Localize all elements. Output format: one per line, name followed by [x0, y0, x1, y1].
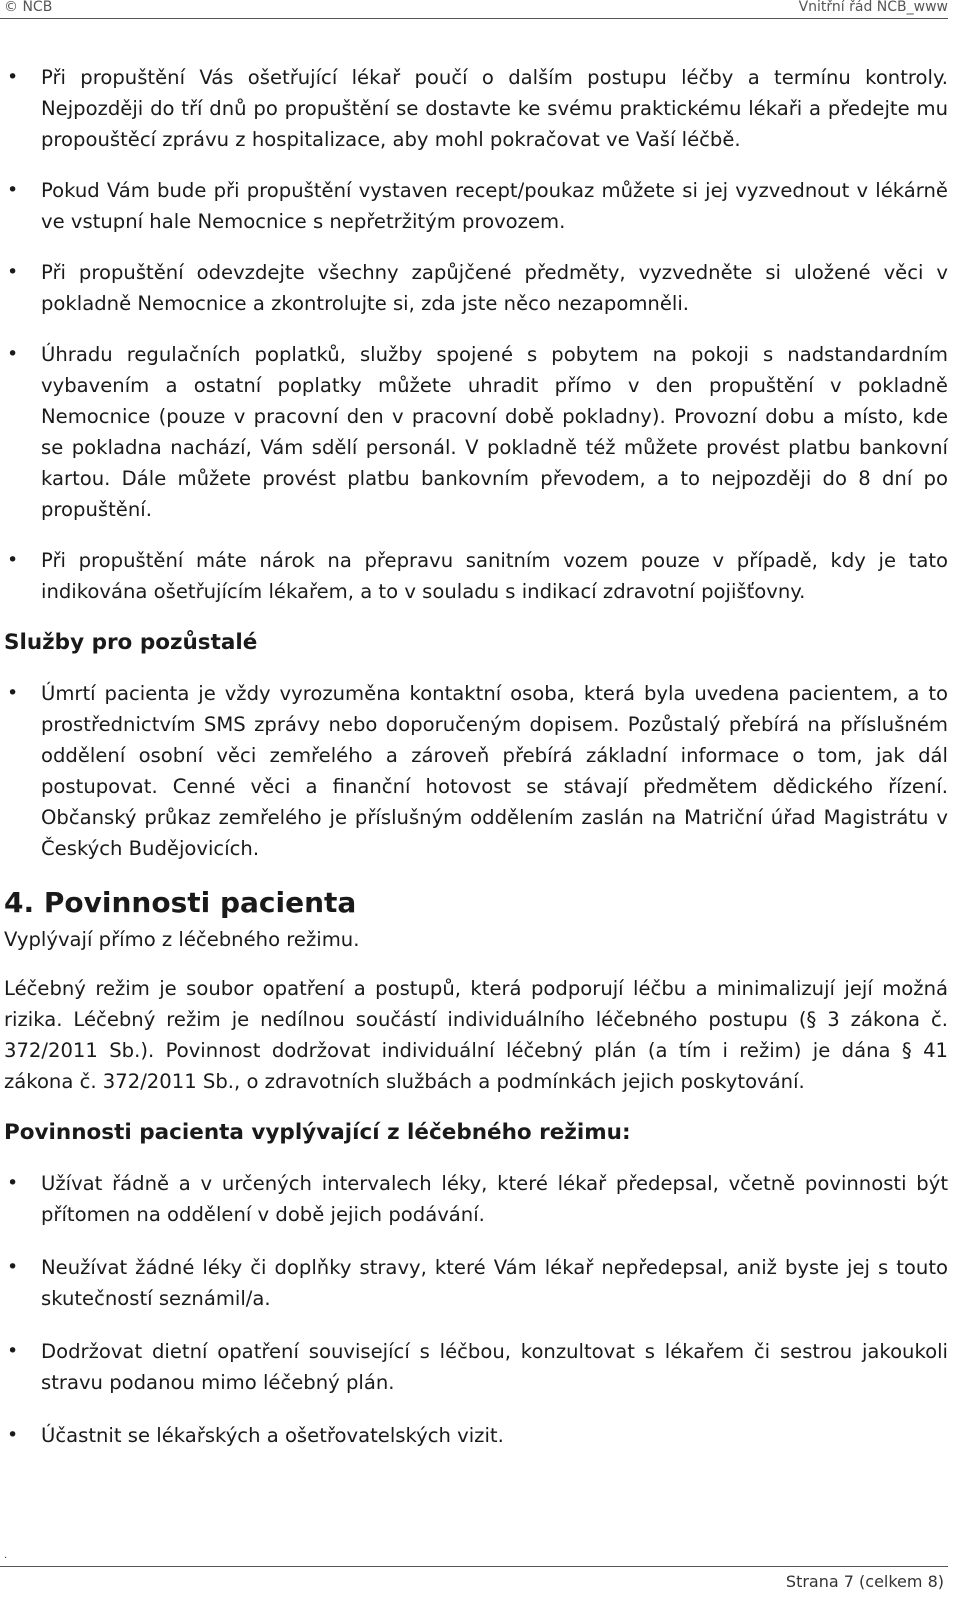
bullet-icon: •: [7, 179, 19, 201]
bullet-icon: •: [7, 1424, 19, 1446]
section-heading-duties: Povinnosti pacienta vyplývající z léčebného režimu:: [4, 1120, 631, 1145]
page-number: Strana 7 (celkem 8): [785, 1572, 944, 1591]
list-item: • Pokud Vám bude při propuštění vystaven recept/poukaz můžete si jej vyzvednout v lékárně ve vstupní hale Nemocnice s nepřetržitým provozem.: [4, 175, 948, 237]
bullet-icon: •: [7, 1172, 19, 1194]
list-item: • Úmrtí pacienta je vždy vyrozuměna kontaktní osoba, která byla uvedena pacientem, a to prostřednictvím SMS zprávy nebo doporučeným dopisem. Pozůstalý přebírá na příslušném oddělení osobní věci zemřelého a zároveň přebírá základní informace o tom, jak dál postupovat. Cenné věci a finanční hotovost se stávají předmětem dědického řízení. Občanský průkaz zemřelého je příslušným oddělením zaslán na Matriční úřad Magistrátu v Českých Budějovicích.: [4, 678, 948, 864]
list-item: • Při propuštění Vás ošetřující lékař poučí o dalším postupu léčby a termínu kontroly. Nejpozději do tří dnů po propuštění se dostavte ke svému praktickému lékaři a předejte mu propouštěcí zprávu z hospitalizace, aby mohl pokračovat ve Vaší léčbě.: [4, 62, 948, 155]
header-copyright: © NCB: [4, 0, 53, 15]
list-item: • Užívat řádně a v určených intervalech léky, které lékař předepsal, včetně povinnosti být přítomen na oddělení v době jejich podávání.: [4, 1168, 948, 1230]
footer-divider: [0, 1566, 948, 1567]
footer-mark: .: [4, 1550, 8, 1561]
list-item: • Účastnit se lékařských a ošetřovatelských vizit.: [4, 1420, 948, 1451]
bullet-icon: •: [7, 682, 19, 704]
list-item: • Dodržovat dietní opatření související s léčbou, konzultovat s lékařem či sestrou jakoukoli stravu podanou mimo léčebný plán.: [4, 1336, 948, 1398]
bullet-icon: •: [7, 66, 19, 88]
discharge-list: [4, 62, 948, 607]
bullet-icon: •: [7, 343, 19, 365]
bullet-icon: •: [7, 549, 19, 571]
list-item: • Neužívat žádné léky či doplňky stravy, které Vám lékař nepředepsal, aniž byste jej s touto skutečností seznámil/a.: [4, 1252, 948, 1314]
regime-paragraph: Léčebný režim je soubor opatření a postupů, která podporují léčbu a minimalizují její možná rizika. Léčebný režim je nedílnou součástí individuálního léčebného postupu (§ 3 zákona č. 372/2011 Sb.). Povinnost dodržovat individuální léčebný plán (a tím i režim) je dána § 41 zákona č. 372/2011 Sb., o zdravotních službách a podmínkách jejich poskytování.: [4, 977, 948, 1093]
list-item: • Při propuštění odevzdejte všechny zapůjčené předměty, vyzvedněte si uložené věci v pokladně Nemocnice a zkontrolujte si, zda jste něco nezapomněli.: [4, 257, 948, 319]
bullet-icon: •: [7, 261, 19, 283]
survivors-list: [4, 678, 948, 864]
duties-list: [4, 1168, 948, 1451]
section-heading-survivors: Služby pro pozůstalé: [4, 630, 258, 655]
chapter-heading: 4. Povinnosti pacienta: [4, 886, 357, 919]
header-document-title: Vnitřní řád NCB_www: [798, 0, 948, 15]
bullet-icon: •: [7, 1256, 19, 1278]
page-content: [4, 62, 948, 1473]
list-item: • Při propuštění máte nárok na přepravu sanitním vozem pouze v případě, kdy je tato indikována ošetřujícím lékařem, a to v souladu s indikací zdravotní pojišťovny.: [4, 545, 948, 607]
chapter-intro: Vyplývají přímo z léčebného režimu.: [4, 928, 360, 951]
bullet-icon: •: [7, 1340, 19, 1362]
list-item: • Úhradu regulačních poplatků, služby spojené s pobytem na pokoji s nadstandardním vybavením a ostatní poplatky můžete uhradit přímo v den propuštění v pokladně Nemocnice (pouze v pracovní den v pracovní době pokladny). Provozní dobu a místo, kde se pokladna nachází, Vám sdělí personál. V pokladně též můžete provést platbu bankovní kartou. Dále můžete provést platbu bankovním převodem, a to nejpozději do 8 dní po propuštění.: [4, 339, 948, 525]
page-header: [0, 0, 948, 19]
